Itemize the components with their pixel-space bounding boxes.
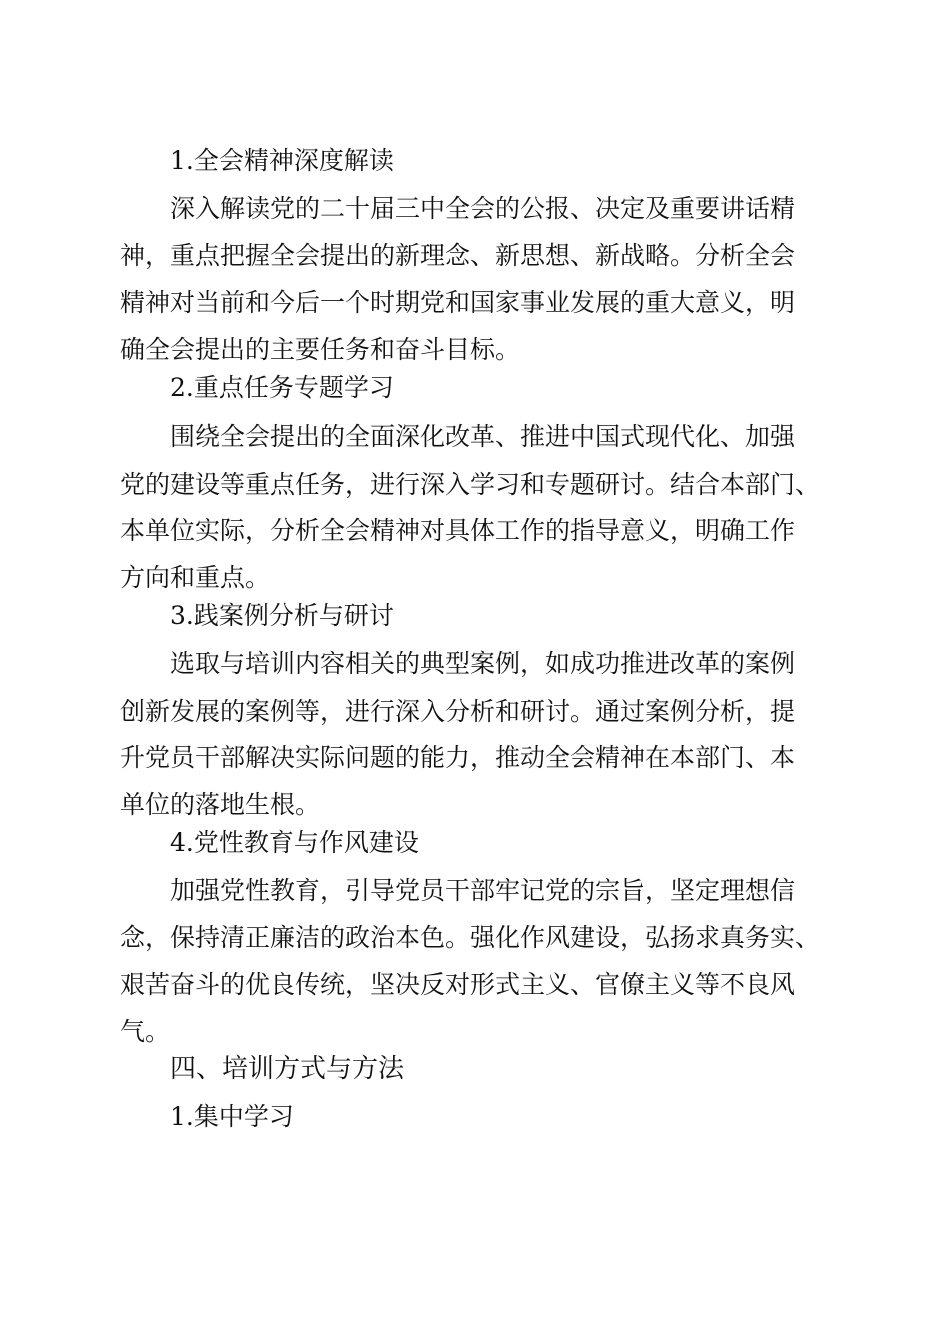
paragraph-line: 方向和重点。: [120, 563, 271, 592]
subheading-3: 3.践案例分析与研讨: [170, 601, 394, 630]
paragraph-line: 深入解读党的二十届三中全会的公报、决定及重要讲话精: [170, 194, 796, 223]
paragraph-line: 围绕全会提出的全面深化改革、推进中国式现代化、加强: [170, 422, 796, 451]
paragraph-line: 神，重点把握全会提出的新理念、新思想、新战略。分析全会: [120, 241, 796, 270]
paragraph-line: 升党员干部解决实际问题的能力，推动全会精神在本部门、本: [120, 743, 796, 772]
paragraph-line: 本单位实际，分析全会精神对具体工作的指导意义，明确工作: [120, 516, 796, 545]
paragraph-line: 气。: [120, 1017, 171, 1046]
paragraph-line: 创新发展的案例等，进行深入分析和研讨。通过案例分析，提: [120, 697, 796, 726]
subheading-5: 1.集中学习: [170, 1102, 294, 1131]
paragraph-line: 念，保持清正廉洁的政治本色。强化作风建设，弘扬求真务实、: [120, 923, 821, 952]
paragraph-line: 艰苦奋斗的优良传统，坚决反对形式主义、官僚主义等不良风: [120, 970, 796, 999]
subheading-2: 2.重点任务专题学习: [170, 373, 394, 402]
paragraph-line: 精神对当前和今后一个时期党和国家事业发展的重大意义，明: [120, 288, 796, 317]
paragraph-line: 选取与培训内容相关的典型案例，如成功推进改革的案例: [170, 649, 796, 678]
paragraph-line: 加强党性教育，引导党员干部牢记党的宗旨，坚定理想信: [170, 876, 796, 905]
paragraph-line: 党的建设等重点任务，进行深入学习和专题研讨。结合本部门、: [120, 470, 821, 499]
paragraph-line: 单位的落地生根。: [120, 790, 321, 819]
subheading-4: 4.党性教育与作风建设: [170, 828, 419, 857]
section-heading: 四、培训方式与方法: [170, 1054, 405, 1084]
paragraph-line: 确全会提出的主要任务和奋斗目标。: [120, 335, 521, 364]
subheading-1: 1.全会精神深度解读: [170, 146, 394, 175]
